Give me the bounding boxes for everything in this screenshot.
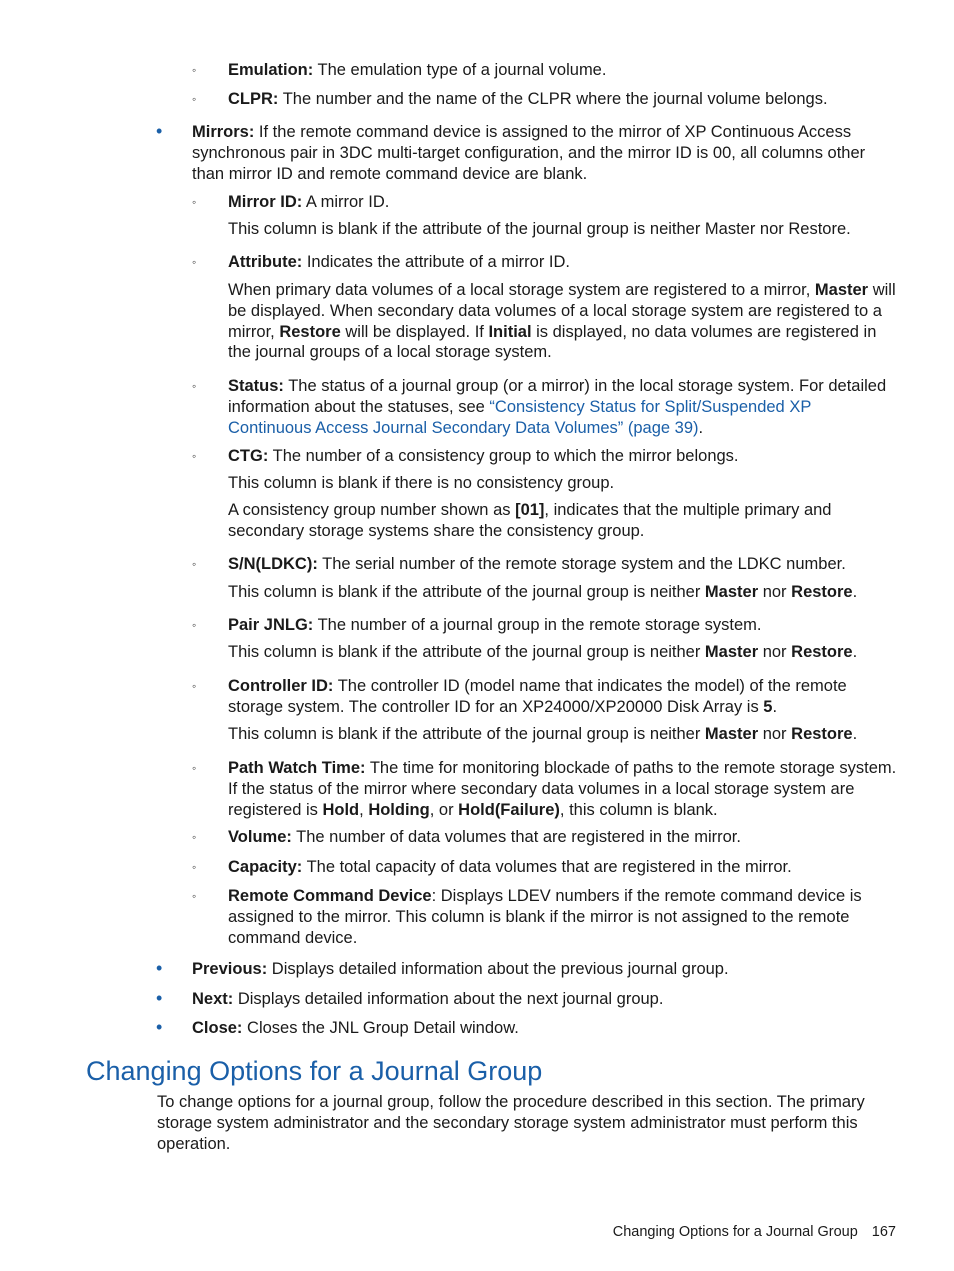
term-label: Status: [228, 377, 284, 395]
list-item-capacity [192, 857, 898, 878]
note-paragraph [228, 473, 898, 494]
value-master: Master [704, 725, 759, 743]
sub-bullet-marker: ◦ [192, 618, 197, 632]
value-restore: Restore [791, 583, 853, 601]
term-label: Volume: [228, 828, 292, 846]
value-controller-id: 5 [763, 697, 773, 716]
note-text: , indicates that the multiple primary and secondary storage systems share the consistency group. [228, 501, 832, 540]
term-description: Closes the JNL Group Detail window. [242, 1019, 519, 1037]
note-text: This column is blank if the attribute of the journal group is neither Master nor Restore. [228, 220, 851, 238]
note-text: nor [758, 725, 792, 743]
sub-bullet-marker: ◦ [192, 860, 197, 874]
note-paragraph [228, 642, 898, 663]
note-text: . [852, 583, 858, 601]
note-text: . [852, 643, 858, 661]
note-paragraph [228, 724, 898, 745]
term-description: The controller ID (model name that indicates the model) of the remote storage system. The controller ID for an XP24000/XP20000 Disk Array is [228, 677, 847, 716]
value-master: Master [704, 583, 759, 601]
value-restore: Restore [279, 322, 341, 341]
sub-bullet-marker: ◦ [192, 63, 197, 77]
term-label: Attribute: [228, 253, 303, 271]
term-description: : Displays LDEV numbers if the remote command device is assigned to the mirror. This column is blank if the mirror is not assigned to the remote command device. [228, 887, 862, 947]
term-label: Emulation: [228, 61, 314, 79]
footer-title: Changing Options for a Journal Group [612, 1224, 858, 1240]
sub-bullet-marker: ◦ [192, 889, 197, 903]
bullet-marker: • [156, 958, 163, 978]
term-description: Displays detailed information about the previous journal group. [267, 960, 729, 978]
term-description: A mirror ID. [302, 193, 390, 211]
sub-bullet-marker: ◦ [192, 830, 197, 844]
bullet-marker: • [156, 1017, 163, 1037]
sub-bullet-marker: ◦ [192, 557, 197, 571]
value-hold: Hold [322, 800, 360, 819]
note-text: . [852, 725, 858, 743]
cross-reference-link[interactable]: “Consistency Status for Split/Suspended XP Continuous Access Journal Secondary Data Volumes” (page 39) [228, 397, 812, 437]
list-item-sn-ldkc [192, 554, 898, 575]
term-description: Indicates the attribute of a mirror ID. [302, 253, 571, 271]
list-item-attribute [192, 252, 898, 273]
page-footer [613, 1222, 896, 1243]
note-text: This column is blank if there is no consistency group. [228, 474, 615, 492]
value-hold-failure: Hold(Failure) [458, 800, 560, 819]
note-text: This column is blank if the attribute of the journal group is neither [228, 583, 705, 601]
term-description: If the remote command device is assigned to the mirror of XP Continuous Access synchronous pair in 3DC multi-target configuration, and the mirror ID is 00, all columns other than mirror ID and remote command device are blank. [192, 123, 866, 183]
note-text: nor [758, 643, 792, 661]
note-text: will be displayed. If [340, 322, 489, 341]
term-description: The status of a journal group (or a mirror) in the local storage system. For detailed information about the statuses, see [228, 377, 887, 416]
term-label: CLPR: [228, 90, 279, 108]
term-label: Path Watch Time: [228, 759, 366, 777]
term-description: The number and the name of the CLPR where the journal volume belongs. [278, 90, 828, 108]
term-description: Displays detailed information about the next journal group. [233, 990, 664, 1008]
value-restore: Restore [791, 725, 853, 743]
note-text: When primary data volumes of a local storage system are registered to a mirror, [228, 281, 815, 299]
sub-bullet-marker: ◦ [192, 195, 197, 209]
page-number: 167 [871, 1224, 896, 1240]
value-master: Master [814, 281, 869, 299]
term-label: Remote Command Device [228, 887, 432, 905]
term-description: The total capacity of data volumes that are registered in the mirror. [302, 858, 792, 876]
note-paragraph [228, 219, 898, 240]
sub-bullet-marker: ◦ [192, 679, 197, 693]
sub-bullet-marker: ◦ [192, 92, 197, 106]
note-text: This column is blank if the attribute of the journal group is neither [228, 643, 705, 661]
term-label: Next: [192, 990, 234, 1008]
term-label: Mirrors: [192, 123, 255, 141]
term-description: . [698, 418, 704, 437]
sub-bullet-marker: ◦ [192, 255, 197, 269]
list-item-volume [192, 827, 898, 848]
term-label: Close: [192, 1019, 243, 1037]
value-master: Master [704, 643, 759, 661]
term-description: The time for monitoring blockade of paths to the remote storage system. If the status of the mirror where secondary data volumes in a local storage system are registered is [228, 759, 897, 819]
value-holding: Holding [368, 800, 430, 819]
list-item-ctg [192, 446, 898, 467]
term-description: The number of a journal group in the remote storage system. [313, 616, 762, 634]
list-item-previous [156, 958, 898, 980]
term-label: Controller ID: [228, 677, 334, 695]
term-label: Pair JNLG: [228, 616, 314, 634]
bullet-marker: • [156, 988, 163, 1008]
list-item-mirrors [156, 121, 898, 184]
list-item-controller-id [192, 676, 898, 718]
note-paragraph [228, 500, 898, 542]
term-label: Mirror ID: [228, 193, 303, 211]
note-text: is displayed, no data volumes are registered in the journal groups of a local storage system. [228, 322, 877, 362]
term-label: S/N(LDKC): [228, 555, 318, 573]
term-description: . [772, 697, 778, 716]
list-item-path-watch-time [192, 758, 898, 820]
term-description: The number of a consistency group to which the mirror belongs. [268, 447, 739, 465]
sub-bullet-marker: ◦ [192, 449, 197, 463]
term-label: CTG: [228, 447, 269, 465]
list-item-pair-jnlg [192, 615, 898, 636]
list-item-emulation [192, 60, 898, 81]
intro-text: To change options for a journal group, follow the procedure described in this section. The primary storage system administrator and the secondary storage system administrator must perform this operation. [157, 1093, 865, 1153]
list-item-close [156, 1017, 898, 1039]
note-text: nor [758, 583, 792, 601]
note-text: A consistency group number shown as [228, 501, 516, 519]
value-ctg-number: [01] [515, 501, 545, 519]
term-label: Previous: [192, 960, 268, 978]
list-item-remote-command-device [192, 886, 898, 948]
value-restore: Restore [791, 643, 853, 661]
value-initial: Initial [488, 322, 532, 341]
note-text: This column is blank if the attribute of the journal group is neither [228, 725, 705, 743]
term-description: The emulation type of a journal volume. [313, 61, 607, 79]
note-text: will be displayed. When secondary data volumes of a local storage system are registered to a mirror, [228, 281, 896, 341]
bullet-marker: • [156, 121, 163, 141]
sub-bullet-marker: ◦ [192, 761, 197, 775]
section-heading: Changing Options for a Journal Group [86, 1056, 543, 1086]
term-description: , [359, 800, 369, 819]
note-paragraph [228, 280, 898, 363]
list-item-next [156, 988, 898, 1010]
term-label: Capacity: [228, 858, 303, 876]
list-item-status [192, 376, 898, 438]
term-description: The number of data volumes that are registered in the mirror. [291, 828, 741, 846]
term-description: , this column is blank. [559, 800, 718, 819]
note-paragraph [228, 582, 898, 603]
term-description: The serial number of the remote storage system and the LDKC number. [317, 555, 846, 573]
term-description: , or [429, 800, 459, 819]
list-item-clpr [192, 89, 898, 110]
list-item-mirror-id [192, 192, 898, 213]
sub-bullet-marker: ◦ [192, 379, 197, 393]
intro-paragraph [157, 1092, 899, 1154]
